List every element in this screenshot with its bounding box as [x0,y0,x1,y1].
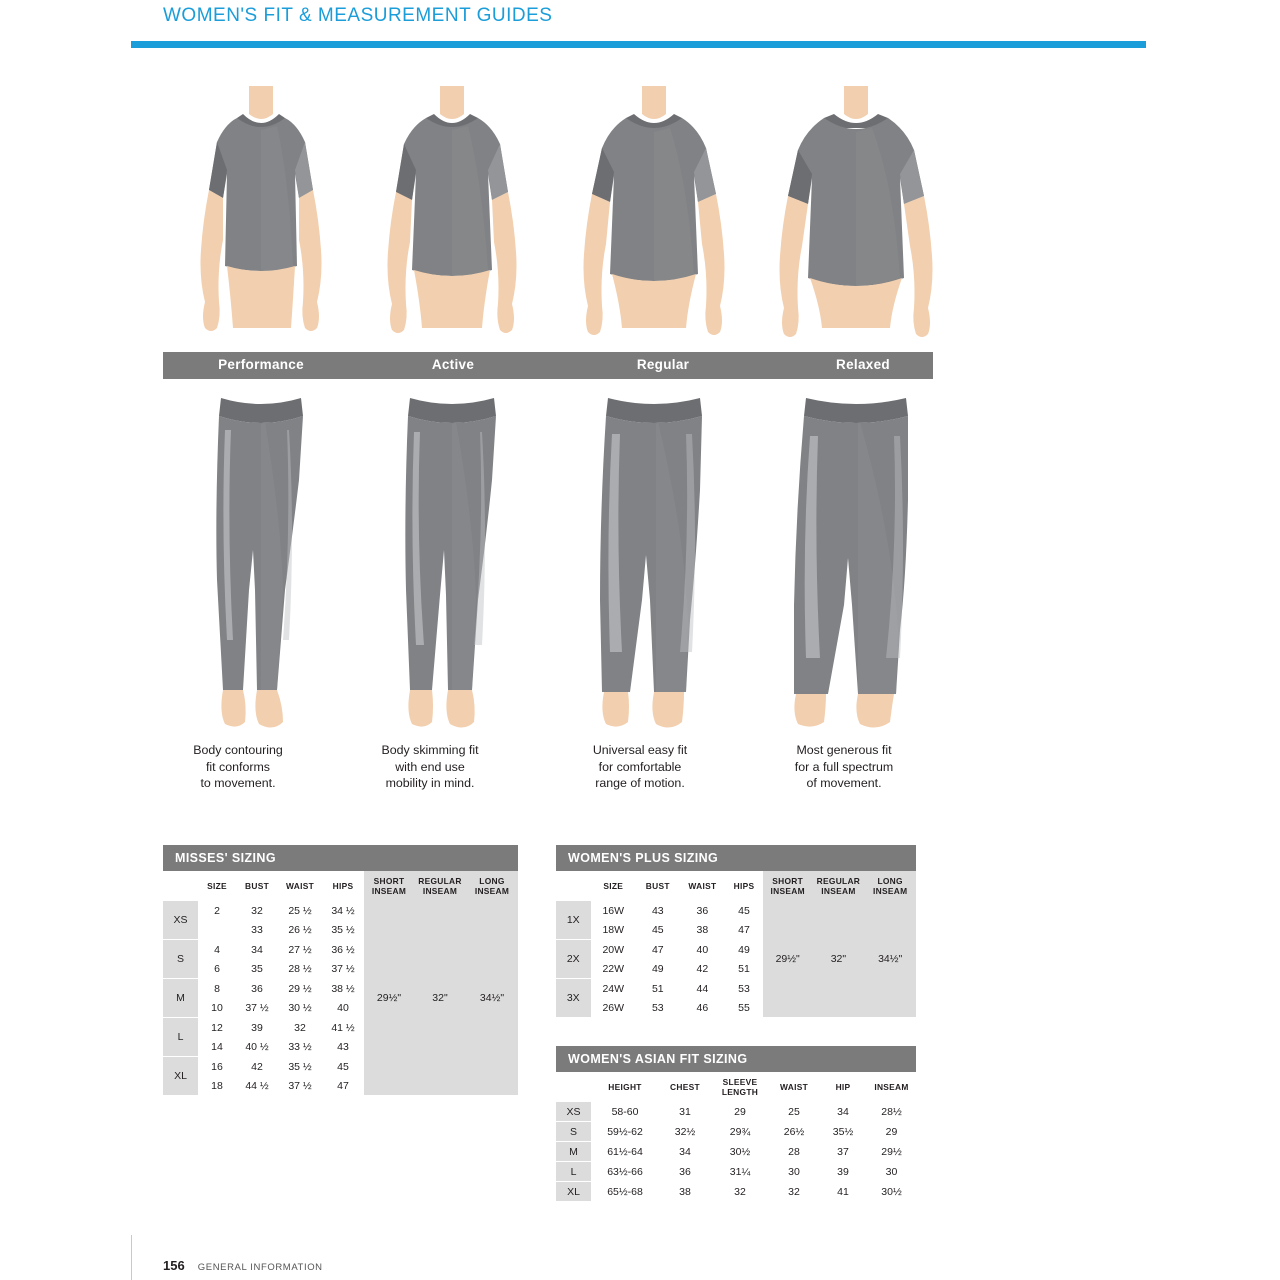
cell-size: 8 [214,982,220,995]
cell-bust: 40 ½ [245,1040,269,1053]
cell-height: 63½-66 [607,1165,643,1178]
cell-bust: 47 [651,943,664,956]
size-group-label: 2X [556,940,591,979]
cell-short-inseam: 29½" [763,901,813,1017]
desc-line: Universal easy fit [592,743,688,757]
cell-size [198,920,236,940]
cell-hip: 41 [837,1185,849,1198]
col-header-blank [163,871,198,901]
cell-sleeve-length: 32 [734,1185,746,1198]
cell-bust: 45 [651,923,664,936]
fit-label-regular: Regular [636,357,690,372]
figure-top-performance [165,70,357,370]
cell-sleeve-length: 31¼ [729,1165,751,1178]
size-group-label: 1X [556,901,591,940]
cell-bust: 36 [251,982,263,995]
cell-chest: 38 [679,1185,691,1198]
cell-size: XL [556,1182,591,1202]
col-header-inseam: INSEAM [874,1082,909,1092]
desc-line: Body contouring [193,743,283,757]
fit-label-relaxed: Relaxed [836,357,890,372]
col-header-short-inseam: SHORT INSEAM [763,871,813,901]
desc-line: for a full spectrum [794,759,894,774]
table-row [556,901,916,920]
fit-description-performance [138,742,338,792]
size-group-label: L [163,1018,198,1057]
col-header-height: HEIGHT [608,1082,642,1092]
cell-waist: 28 [788,1145,800,1158]
cell-waist: 28 ½ [288,962,312,975]
desc-line: with end use [395,759,465,774]
size-group-label: XS [163,901,198,940]
cell-hips: 43 [337,1040,349,1053]
cell-hips: 53 [738,982,750,995]
cell-waist: 26 ½ [288,923,312,936]
cell-bust: 37 ½ [245,1001,269,1014]
cell-size: XS [556,1102,591,1122]
col-header-long-inseam: LONG INSEAM [864,871,916,901]
cell-hips: 40 [337,1001,349,1014]
cell-hips: 35 ½ [331,923,355,936]
cell-waist: 42 [696,962,709,975]
cell-waist: 46 [696,1001,709,1014]
col-header-sleeve-length: SLEEVE LENGTH [721,1077,759,1097]
fit-label-active: Active [431,357,475,372]
cell-bust: 49 [651,962,664,975]
header-accent-rule [131,41,1146,48]
cell-chest: 31 [679,1105,691,1118]
cell-size: 26W [602,1001,625,1014]
col-header-hip: HIP [835,1082,851,1092]
col-header-size: SIZE [207,881,227,891]
cell-size: 22W [602,962,625,975]
cell-size: L [556,1162,591,1182]
cell-waist: 25 ½ [288,904,312,917]
cell-inseam: 30 [885,1165,898,1178]
desc-line: to movement. [200,776,276,790]
col-header-regular-inseam: REGULAR INSEAM [813,871,865,901]
cell-bust: 53 [651,1001,664,1014]
col-header-regular-inseam: REGULAR INSEAM [414,871,466,901]
cell-short-inseam: 29½" [364,901,414,1095]
table-row [556,1182,916,1202]
page-number: 156 [163,1258,185,1273]
col-header-long-inseam: LONG INSEAM [466,871,518,901]
womens-plus-sizing-table [556,845,916,1017]
cell-height: 65½-68 [607,1185,643,1198]
desc-line: range of motion. [595,776,685,790]
cell-size: 14 [211,1040,223,1053]
cell-bust: 33 [251,923,263,936]
cell-height: 59½-62 [607,1125,643,1138]
table-row [556,1122,916,1142]
page-title: WOMEN'S FIT & MEASUREMENT GUIDES [163,5,553,26]
col-header-bust: BUST [245,881,269,891]
col-header-size: SIZE [603,881,624,891]
footer-divider [131,1235,132,1280]
cell-size: 18W [602,923,625,936]
cell-hips: 51 [738,962,750,975]
figure-top-active [356,70,548,370]
cell-bust: 51 [651,982,664,995]
cell-bust: 42 [251,1060,263,1073]
cell-inseam: 28½ [881,1105,902,1118]
womens-asian-fit-sizing-table [556,1046,916,1201]
figure-bottom-performance [165,390,357,735]
cell-hip: 39 [837,1165,849,1178]
cell-size: 6 [214,962,220,975]
col-header-waist: WAIST [688,881,717,891]
cell-hips: 47 [738,923,750,936]
cell-waist: 32 [294,1021,306,1034]
cell-bust: 34 [251,943,263,956]
cell-size: S [556,1122,591,1142]
cell-chest: 36 [679,1165,691,1178]
footer-section-label: GENERAL INFORMATION [197,1262,323,1273]
cell-sleeve-length: 30½ [729,1145,751,1158]
cell-size: 16 [211,1060,223,1073]
cell-bust: 32 [251,904,263,917]
col-header-chest: CHEST [670,1082,700,1092]
table-row [556,1142,916,1162]
cell-hip: 34 [837,1105,849,1118]
col-header-hips: HIPS [332,881,354,891]
cell-hips: 34 ½ [331,904,355,917]
cell-size: 10 [211,1001,223,1014]
fit-illustrations [0,70,1280,810]
cell-bust: 43 [651,904,664,917]
cell-waist: 40 [696,943,709,956]
cell-waist: 44 [696,982,709,995]
col-header-waist: WAIST [779,1082,809,1092]
cell-size: 20W [602,943,625,956]
fit-label-performance: Performance [218,357,304,372]
cell-height: 61½-64 [607,1145,643,1158]
size-group-label: M [163,979,198,1018]
cell-long-inseam: 34½" [864,901,916,1017]
cell-size: M [556,1142,591,1162]
cell-hips: 45 [337,1060,349,1073]
size-group-label: XL [163,1057,198,1096]
cell-hips: 45 [738,904,750,917]
table-row [556,1162,916,1182]
figure-bottom-regular [558,390,750,735]
cell-hips: 37 ½ [331,962,355,975]
figure-bottom-relaxed [760,390,952,735]
cell-waist: 36 [696,904,709,917]
cell-hips: 41 ½ [331,1021,355,1034]
cell-height: 58-60 [611,1105,639,1118]
cell-bust: 39 [251,1021,263,1034]
figure-bottom-active [356,390,548,735]
cell-hips: 38 ½ [331,982,355,995]
figure-top-regular [558,70,750,370]
figure-top-relaxed [760,70,952,370]
cell-bust: 44 ½ [245,1079,269,1092]
fit-description-active [330,742,530,792]
misses-sizing-table [163,845,518,1095]
cell-hips: 36 ½ [331,943,355,956]
plus-table-title: WOMEN'S PLUS SIZING [556,845,916,871]
fit-description-regular [540,742,740,792]
cell-sleeve-length: 29¾ [729,1125,751,1138]
cell-size: 12 [211,1021,223,1034]
cell-waist: 32 [788,1185,800,1198]
col-header-waist: WAIST [285,881,315,891]
misses-table-title: MISSES' SIZING [163,845,518,871]
cell-bust: 35 [251,962,263,975]
cell-waist: 27 ½ [288,943,312,956]
table-row [556,1102,916,1122]
fit-name-bar [163,352,933,379]
cell-inseam: 29 [885,1125,898,1138]
asian-table-title: WOMEN'S ASIAN FIT SIZING [556,1046,916,1072]
fit-description-relaxed [744,742,944,792]
desc-line: Body skimming fit [381,743,479,757]
size-group-label: S [163,940,198,979]
cell-waist: 33 ½ [288,1040,312,1053]
cell-hips: 49 [738,943,750,956]
cell-waist: 38 [696,923,709,936]
page-footer [163,1258,323,1273]
cell-waist: 37 ½ [288,1079,312,1092]
cell-hip: 35½ [832,1125,854,1138]
cell-inseam: 29½ [881,1145,902,1158]
cell-sleeve-length: 29 [734,1105,746,1118]
col-header-short-inseam: SHORT INSEAM [364,871,414,901]
desc-line: for comfortable [598,759,682,774]
desc-line: of movement. [806,776,882,790]
cell-waist: 30 ½ [288,1001,312,1014]
cell-waist: 35 ½ [288,1060,312,1073]
cell-chest: 34 [679,1145,691,1158]
cell-hips: 55 [738,1001,750,1014]
cell-hip: 37 [837,1145,849,1158]
cell-chest: 32½ [674,1125,696,1138]
cell-size: 18 [211,1079,223,1092]
col-header-hips: HIPS [733,881,755,891]
cell-waist: 25 [788,1105,800,1118]
cell-waist: 26½ [783,1125,805,1138]
col-header-blank [556,1072,591,1102]
cell-size: 24W [602,982,625,995]
col-header-bust: BUST [645,881,670,891]
table-row [163,901,518,920]
cell-inseam: 30½ [881,1185,902,1198]
cell-regular-inseam: 32" [813,901,865,1017]
desc-line: Most generous fit [796,743,892,757]
cell-size: 16W [602,904,625,917]
cell-size: 4 [214,943,220,956]
cell-waist: 30 [788,1165,800,1178]
col-header-blank [556,871,591,901]
cell-long-inseam: 34½" [466,901,518,1095]
desc-line: fit conforms [205,759,271,774]
cell-hips: 47 [337,1079,349,1092]
size-group-label: 3X [556,979,591,1018]
cell-waist: 29 ½ [288,982,312,995]
desc-line: mobility in mind. [385,776,475,790]
cell-size: 2 [214,904,220,917]
cell-regular-inseam: 32" [414,901,466,1095]
